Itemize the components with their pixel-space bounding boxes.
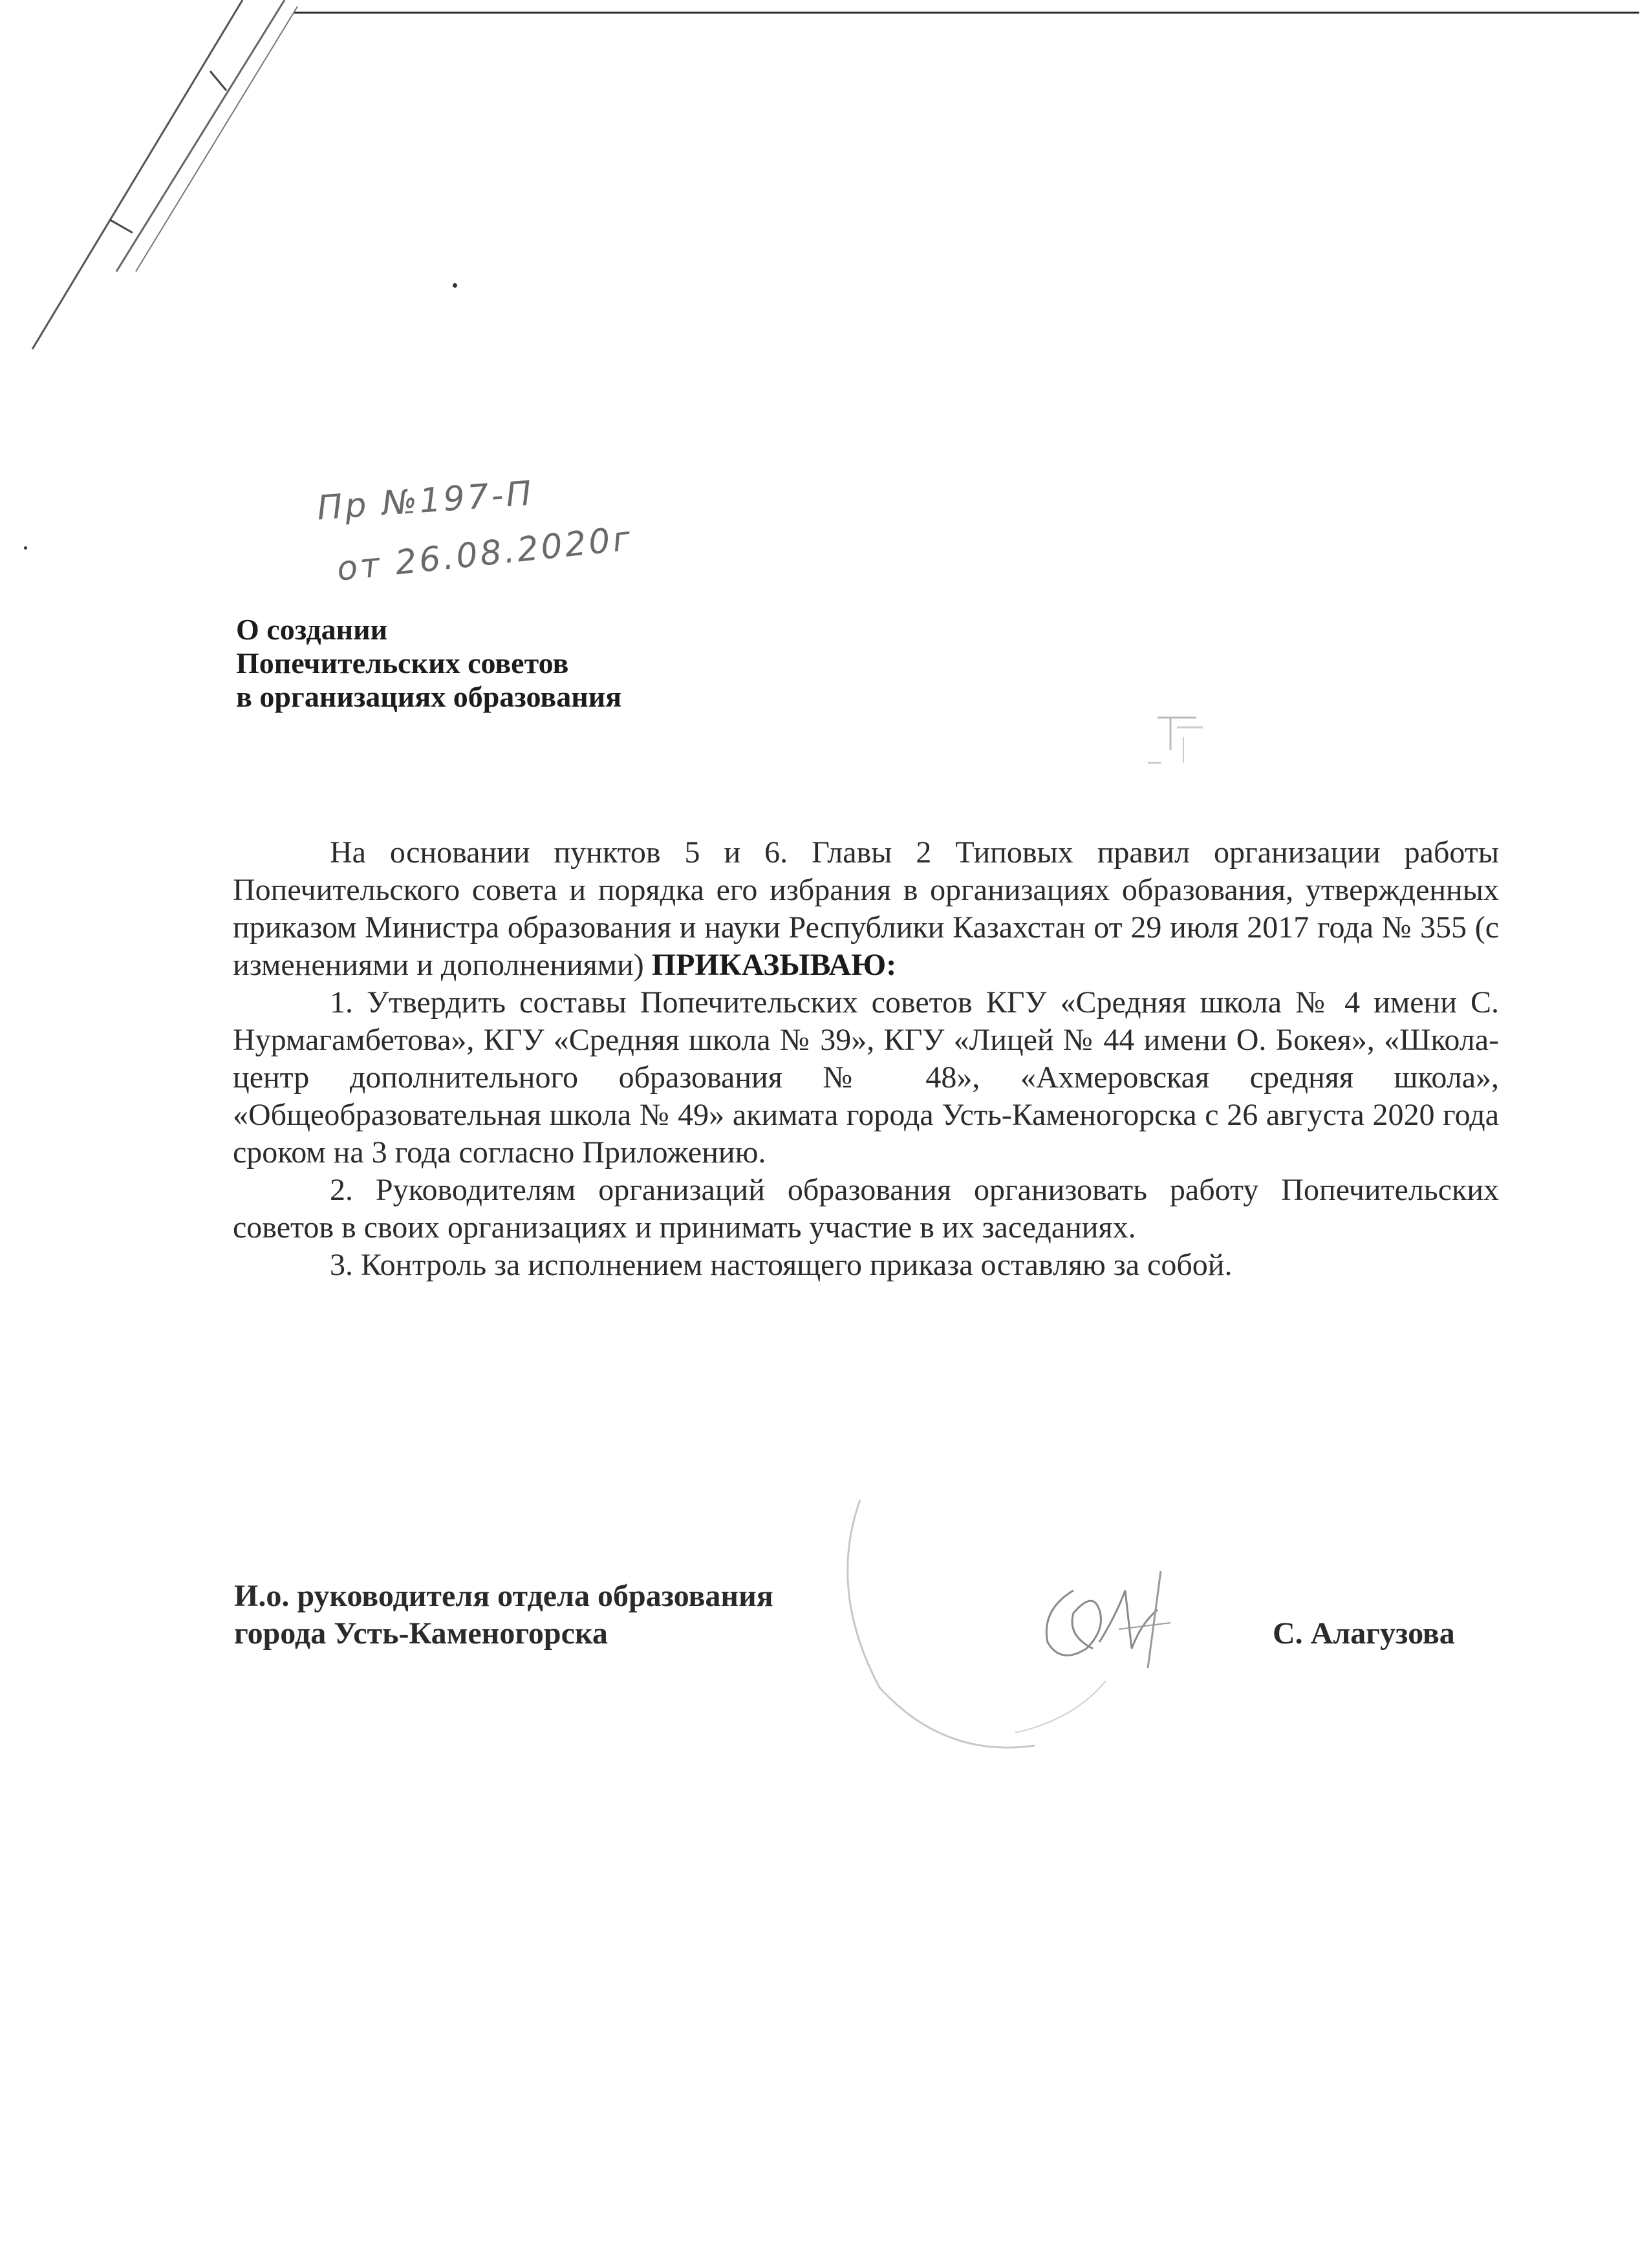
handwritten-signature xyxy=(1002,1552,1196,1681)
order-keyword: ПРИКАЗЫВАЮ: xyxy=(651,948,897,982)
order-item-3: 3. Контроль за исполнением настоящего приказа оставляю за собой. xyxy=(330,1248,1233,1282)
preamble-paragraph xyxy=(233,834,1499,984)
order-item-1: 1. Утвердить составы Попечительских советов КГУ «Средняя школа № 4 имени С. Нурмагамбетова», КГУ «Средняя школа № 39», КГУ «Лицей № 44 имени О. Бокея», «Школа-центр дополнительного образования № 48», «Ахмеровская средняя школа», «Общеобразовательная школа № 49» акимата города Усть-Каменогорска с 26 августа 2020 года сроком на 3 года согласно Приложению. xyxy=(233,985,1499,1170)
preamble-text: На основании пунктов 5 и 6. Главы 2 Типовых правил организации работы Попечительского совета и порядка его избрания в организациях образования, утвержденных приказом Министра образования и науки Республики Казахстан от 29 июля 2017 года № 355 (с изменениями и дополнениями) xyxy=(233,835,1499,982)
document-title xyxy=(236,613,621,714)
scan-edge-line xyxy=(294,12,1639,14)
faint-stamp-mark xyxy=(1145,711,1216,782)
signature-position xyxy=(234,1578,773,1653)
signer-position-line-2: города Усть-Каменогорска xyxy=(234,1616,608,1651)
document-body xyxy=(233,834,1499,1284)
title-line-3: в организациях образования xyxy=(236,680,622,713)
title-line-2: Попечительских советов xyxy=(236,647,569,679)
handwritten-registration-note xyxy=(316,474,679,592)
handwritten-order-number: Пр №197-П xyxy=(316,474,535,528)
signer-name: С. Алагузова xyxy=(1273,1616,1455,1651)
title-line-1: О создании xyxy=(236,613,388,646)
dust-speck xyxy=(24,546,27,550)
order-item-2: 2. Руководителям организаций образования организовать работу Попечительских советов в своих организациях и принимать участие в их заседаниях. xyxy=(233,1173,1499,1245)
handwritten-order-date: от 26.08.2020г xyxy=(335,519,635,589)
signer-position-line-1: И.о. руководителя отдела образования xyxy=(234,1579,773,1613)
dust-speck xyxy=(453,283,457,288)
margin-pencil-marks xyxy=(19,0,330,362)
